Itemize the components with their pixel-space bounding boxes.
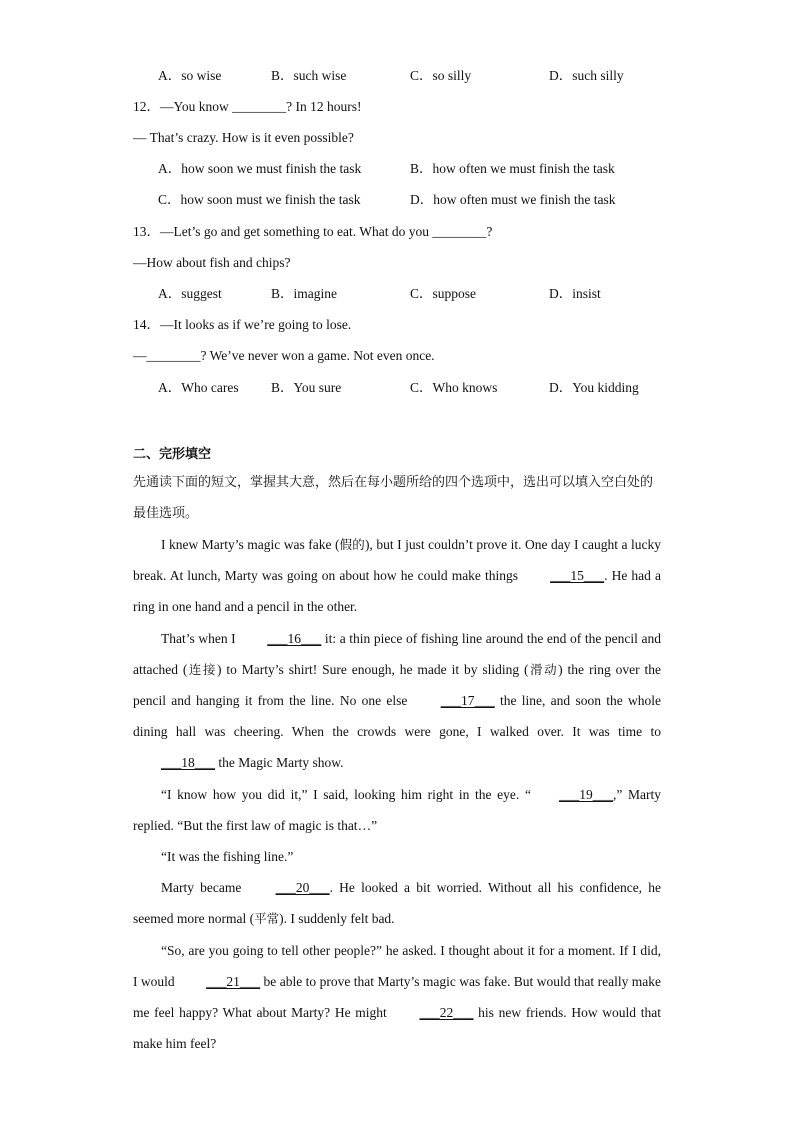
q12-options-row2	[0, 191, 794, 209]
q14-option-d[interactable]: D．You kidding	[549, 380, 639, 395]
q12-option-d[interactable]: D．how often must we finish the task	[410, 192, 616, 207]
blank-18[interactable]: ___18___	[161, 755, 215, 771]
passage-paragraph-6: “So, are you going to tell other people?” he asked. I thought about it for a moment. If I did, I would ___21___ be able to prove that Marty’s magic was fake. But would that really make me feel happy? What about Marty? He might ___22___ his new friends. How would that make him feel?	[133, 942, 661, 1052]
blank-22[interactable]: ___22___	[419, 1005, 474, 1021]
passage-paragraph-2: That’s when I ___16___ it: a thin piece of fishing line around the end of the pencil and attached (连接) to Marty’s shirt! Sure enough, he made it by sliding (滑动) the ring over the pencil and hanging it from the line. No one else ___17___ the line, and soon the whole dining hall was cheering. When the crowds were gone, I walked over. It was time to ___18___ the Magic Marty show.	[133, 623, 661, 779]
blank-17[interactable]: ___17___	[440, 693, 495, 709]
cloze-passage	[133, 529, 661, 1059]
passage-paragraph-4: “It was the fishing line.”	[161, 849, 294, 865]
gloss-attached: 连接	[187, 661, 217, 677]
gloss-sliding: 滑动	[528, 661, 559, 677]
q11-options	[0, 67, 794, 85]
q12-options-row1	[0, 160, 794, 178]
q14-option-c[interactable]: C．Who knows	[410, 380, 498, 395]
blank-21[interactable]: ___21___	[206, 973, 261, 989]
q14-option-b[interactable]: B．You sure	[271, 380, 342, 395]
q12-reply: — That’s crazy. How is it even possible?	[133, 130, 354, 145]
q11-option-a[interactable]: A．so wise	[158, 68, 222, 83]
q11-option-d[interactable]: D．such silly	[549, 68, 624, 83]
q12-stem: 12．—You know ________? In 12 hours!	[133, 99, 362, 114]
section-instructions: 先通读下面的短文，掌握其大意，然后在每小题所给的四个选项中，选出可以填入空白处的最佳选项。	[133, 475, 654, 522]
blank-15[interactable]: ___15___	[550, 568, 605, 584]
gloss-normal: 平常	[254, 911, 280, 927]
passage-paragraph-3: “I know how you did it,” I said, looking him right in the eye. “ ___19___,” Marty replied. “But the first law of magic is that…”	[133, 779, 661, 841]
q11-option-b[interactable]: B．such wise	[271, 68, 347, 83]
q14-reply: —________? We’ve never won a game. Not even once.	[133, 348, 435, 363]
q13-reply: —How about fish and chips?	[133, 255, 291, 270]
q13-stem: 13．—Let’s go and get something to eat. What do you ________?	[133, 224, 493, 239]
gloss-fake: 假的	[339, 537, 365, 552]
q13-options	[0, 285, 794, 303]
q11-option-c[interactable]: C．so silly	[410, 68, 472, 83]
blank-20[interactable]: ___20___	[275, 880, 330, 896]
passage-paragraph-1: I knew Marty’s magic was fake (假的), but I just couldn’t prove it. One day I caught a lucky break. At lunch, Marty was going on about how he could make things ___15___. He had a ring in one hand and a pencil in the other.	[133, 537, 661, 615]
q13-option-b[interactable]: B．imagine	[271, 286, 337, 301]
section-title: 二、完形填空	[133, 447, 212, 462]
q14-options	[0, 379, 794, 397]
q12-option-a[interactable]: A．how soon we must finish the task	[158, 161, 362, 176]
q13-option-c[interactable]: C．suppose	[410, 286, 477, 301]
passage-paragraph-5: Marty became ___20___. He looked a bit worried. Without all his confidence, he seemed more normal (平常). I suddenly felt bad.	[133, 872, 661, 934]
q12-option-c[interactable]: C．how soon must we finish the task	[158, 192, 361, 207]
blank-19[interactable]: ___19___	[558, 786, 613, 802]
blank-16[interactable]: ___16___	[267, 630, 322, 646]
q14-option-a[interactable]: A．Who cares	[158, 380, 239, 395]
q14-stem: 14．—It looks as if we’re going to lose.	[133, 317, 352, 332]
q12-option-b[interactable]: B．how often we must finish the task	[410, 161, 615, 176]
q13-option-a[interactable]: A．suggest	[158, 286, 222, 301]
q13-option-d[interactable]: D．insist	[549, 286, 601, 301]
